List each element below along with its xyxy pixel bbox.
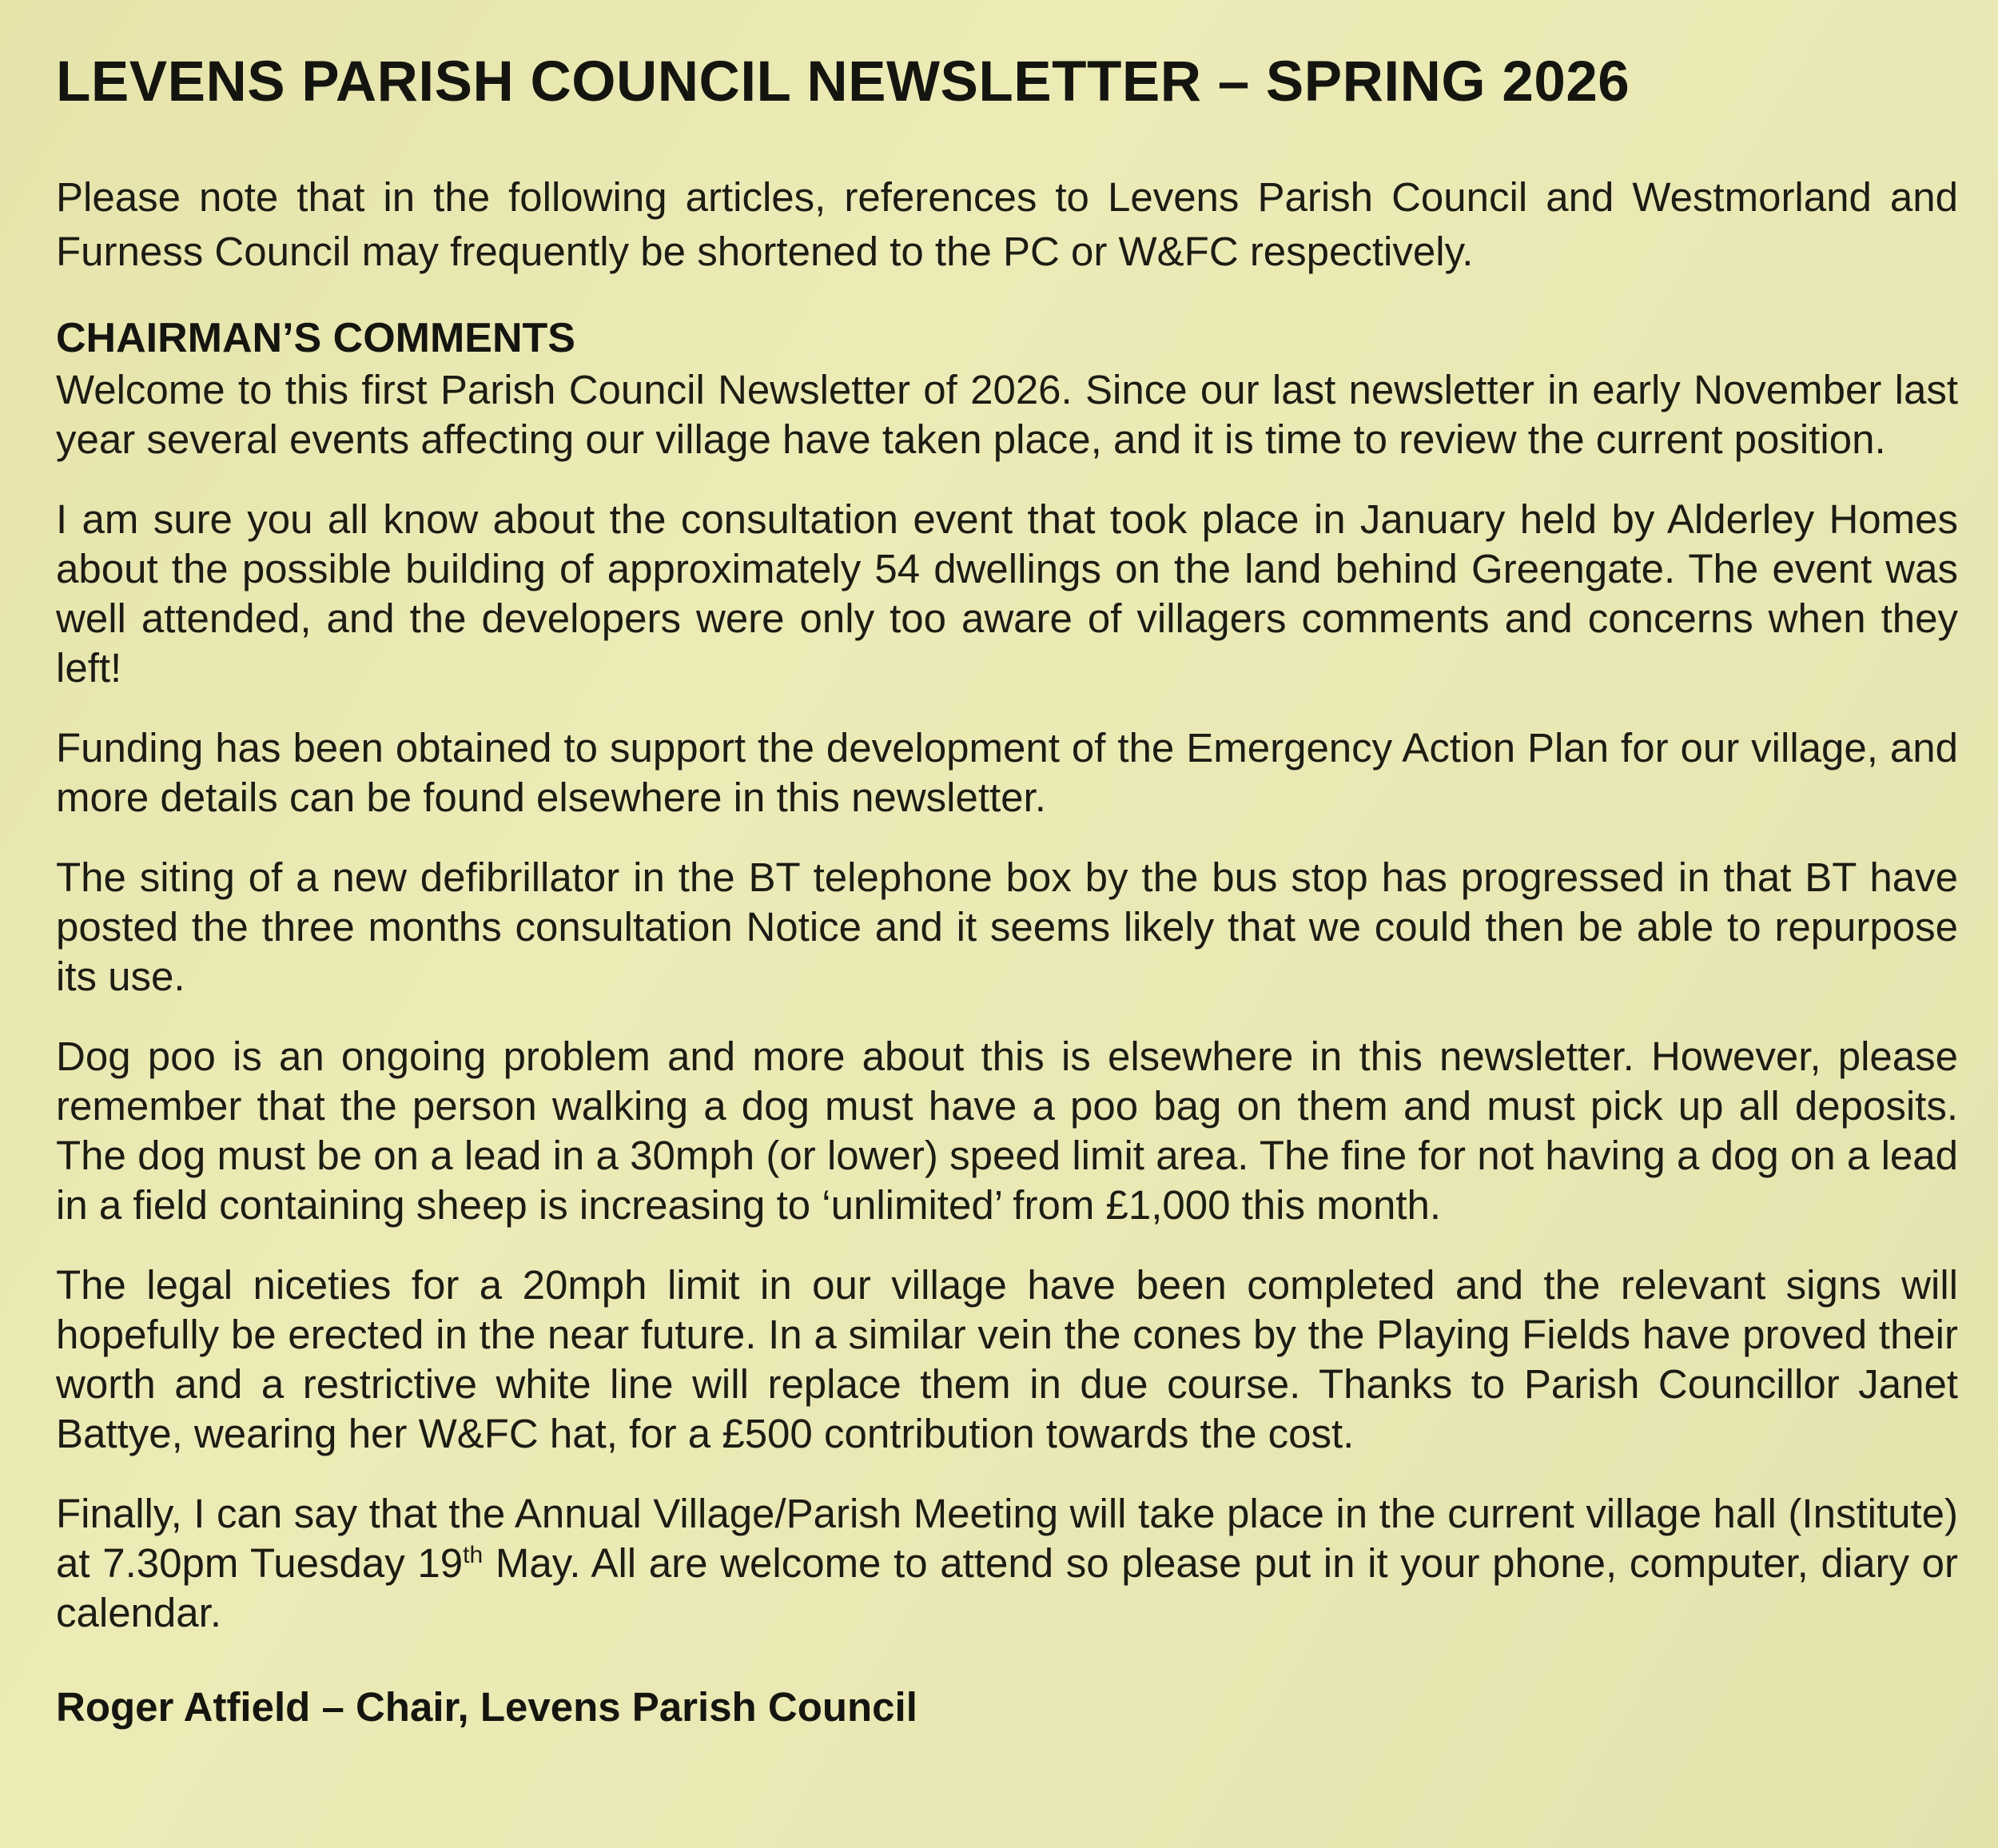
newsletter-page — [56, 48, 1958, 1732]
paragraph-dog-poo: Dog poo is an ongoing problem and more about this is elsewhere in this newsletter. However, please remember that the person walking a dog must have a poo bag on them and must pick up all deposits. The dog must be on a lead in a 30mph (or lower) speed limit area. The fine for not having a dog on a lead in a field containing sheep is increasing to ‘unlimited’ from £1,000 this month. — [56, 1034, 1958, 1229]
paragraph-annual-meeting — [56, 1489, 1958, 1638]
paragraph-funding: Funding has been obtained to support the development of the Emergency Action Plan for our village, and more details can be found elsewhere in this newsletter. — [56, 725, 1958, 821]
paragraph-consultation: I am sure you all know about the consultation event that took place in January held by Alderley Homes about the possible building of approximately 54 dwellings on the land behind Greengate. The event was well attended, and the developers were only too aware of villagers comments and concerns when they left! — [56, 496, 1958, 691]
annual-meeting-text-end: May. All are welcome to attend so please put in it your phone, computer, diary or calendar. — [56, 1540, 1959, 1636]
intro-note: Please note that in the following articles, references to Levens Parish Council and Westmorland and Furness Council may frequently be shortened to the PC or W&FC respectively. — [56, 174, 1958, 275]
paragraph-defibrillator: The siting of a new defibrillator in the BT telephone box by the bus stop has progressed in that BT have posted the three months consultation Notice and it seems likely that we could then be able to repurpose its use. — [56, 854, 1958, 1000]
paragraph-welcome: Welcome to this first Parish Council Newsletter of 2026. Since our last newsletter in early November last year several events affecting our village have taken place, and it is time to review the current position. — [56, 367, 1958, 463]
chairmans-comments-heading: CHAIRMAN’S COMMENTS — [56, 315, 575, 362]
date-ordinal-suffix: th — [463, 1542, 484, 1569]
paragraph-speed-limit: The legal niceties for a 20mph limit in our village have been completed and the relevant signs will hopefully be erected in the near future. In a similar vein the cones by the Playing Fields have proved their worth and a restrictive white line will replace them in due course. Thanks to Parish Councillor Janet Battye, wearing her W&FC hat, for a £500 contribution towards the cost. — [56, 1262, 1958, 1457]
newsletter-title: LEVENS PARISH COUNCIL NEWSLETTER – SPRING 2026 — [56, 50, 1630, 114]
annual-meeting-text-start: Finally, I can say that the Annual Village/Parish Meeting will take place in the current village hall (Institute) at 7.30pm Tuesday 19 — [56, 1491, 1958, 1587]
signature: Roger Atfield – Chair, Levens Parish Council — [56, 1684, 917, 1731]
